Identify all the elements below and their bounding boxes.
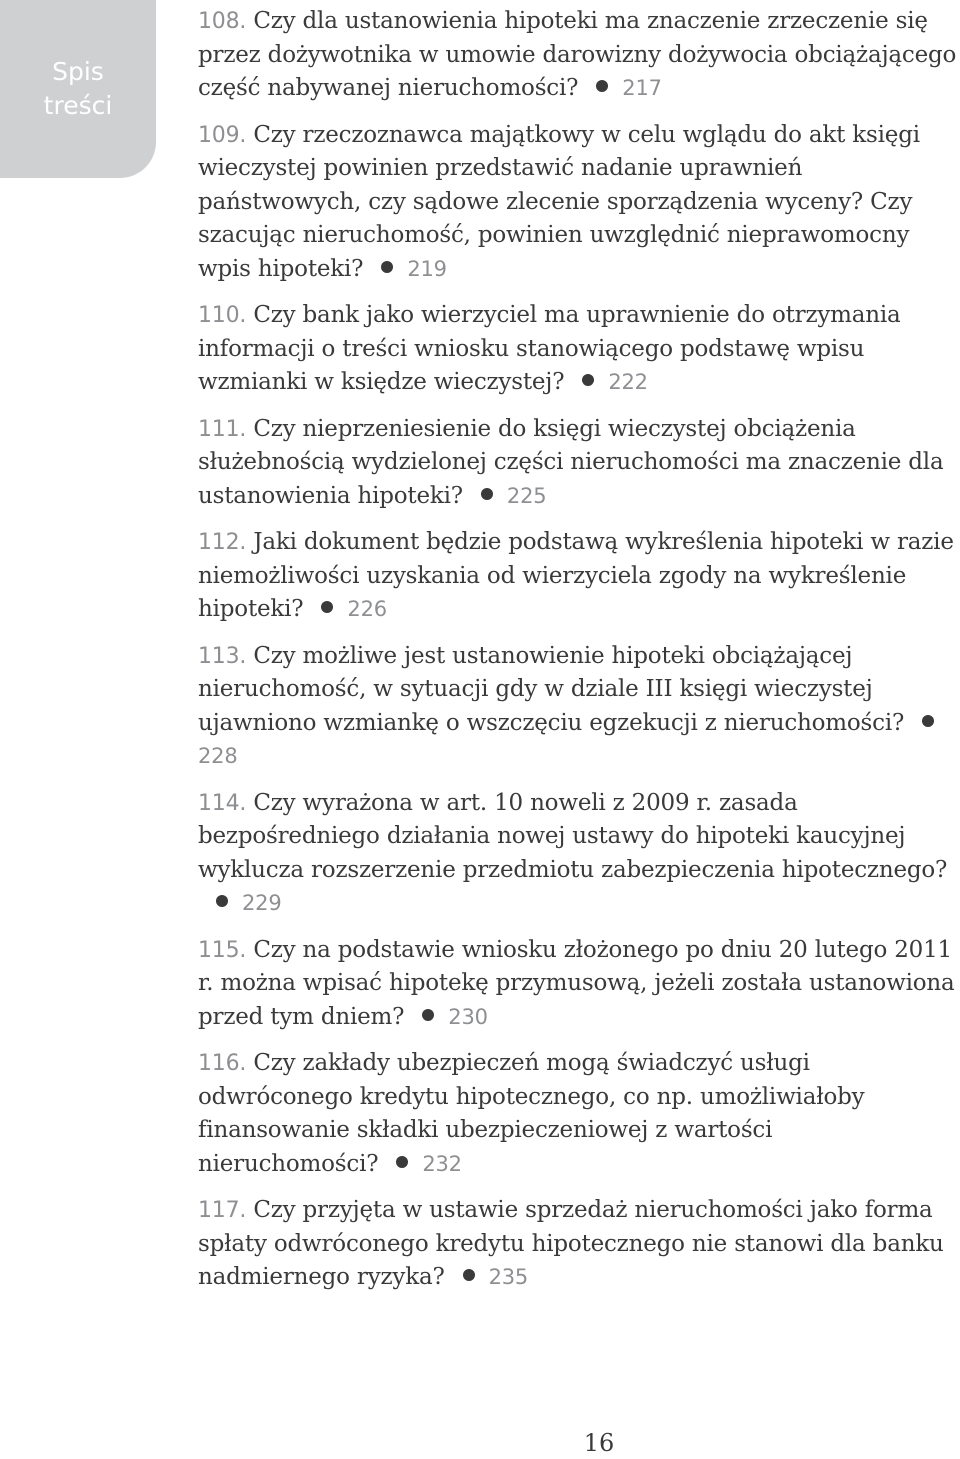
entry-number: 115. (198, 937, 247, 963)
entry-page-link[interactable]: 219 (407, 256, 447, 281)
entry-page-link[interactable]: 235 (488, 1265, 529, 1289)
bullet-dot-icon (922, 715, 934, 727)
page-number: 16 (583, 1429, 615, 1457)
entry-question: Czy możliwe jest ustanowienie hipoteki obciążającej nieruchomość, w sytuacji gdy w dziale III księgi wieczystej ujawniono wzmiankę o wszczęciu egzekucji z nieruchomości? (198, 642, 905, 736)
toc-entry[interactable] (198, 119, 958, 287)
toc-entry[interactable] (198, 5, 958, 106)
entry-question: Jaki dokument będzie podstawą wykreślenia hipoteki w razie niemożliwości uzyskania od wierzyciela zgody na wykreślenie hipoteki? (198, 529, 954, 622)
bullet-dot-icon (596, 80, 608, 92)
toc-entry[interactable] (198, 526, 958, 627)
bullet-dot-icon (381, 261, 393, 273)
bullet-dot-icon (216, 895, 228, 907)
entry-question: Czy zakłady ubezpieczeń mogą świadczyć usługi odwróconego kredytu hipotecznego, co np. umożliwiałoby finansowanie składki ubezpieczeniowej z wartości nieruchomości? (198, 1050, 865, 1177)
bullet-dot-icon (321, 601, 333, 613)
entry-page-link[interactable]: 232 (422, 1151, 462, 1176)
entry-page-link[interactable]: 222 (608, 370, 648, 394)
entry-number: 109. (198, 122, 247, 148)
bullet-dot-icon (481, 488, 493, 500)
bullet-dot-icon (422, 1009, 434, 1021)
entry-question: Czy wyrażona w art. 10 noweli z 2009 r. zasada bezpośredniego działania nowej ustawy do hipoteki kaucyjnej wyklucza rozszerzenie przedmiotu zabezpieczenia hipotecznego? (198, 789, 948, 883)
entry-question: Czy przyjęta w ustawie sprzedaż nieruchomości jako forma spłaty odwróconego kredytu hipotecznego nie stanowi dla banku nadmiernego ryzyka? (198, 1197, 944, 1290)
entry-page-link[interactable]: 229 (242, 891, 282, 915)
entry-question: Czy na podstawie wniosku złożonego po dniu 20 lutego 2011 r. można wpisać hipotekę przymusową, jeżeli została ustanowiona przed tym dniem? (198, 936, 955, 1030)
toc-entry[interactable] (198, 299, 958, 400)
toc-entry-list (198, 5, 958, 1308)
entry-page-link[interactable]: 217 (622, 76, 662, 100)
entry-question: Czy dla ustanowienia hipoteki ma znaczenie zrzeczenie się przez dożywotnika w umowie darowizny dożywocia obciążającego część nabywanej nieruchomości? (198, 8, 957, 101)
entry-question: Czy bank jako wierzyciel ma uprawnienie do otrzymania informacji o treści wniosku stanowiącego podstawę wpisu wzmianki w księdze wieczystej? (198, 302, 901, 395)
entry-number: 108. (198, 9, 247, 34)
entry-number: 112. (198, 530, 247, 555)
toc-tab-label-line2: treści (43, 91, 113, 120)
bullet-dot-icon (463, 1269, 475, 1281)
entry-number: 110. (198, 303, 247, 328)
bullet-dot-icon (582, 374, 594, 386)
toc-entry[interactable] (198, 1047, 958, 1181)
entry-question: Czy rzeczoznawca majątkowy w celu wglądu do akt księgi wieczystej powinien przedstawić nadanie uprawnień państwowych, czy sądowe zlecenie sporządzenia wyceny? Czy szacując nieruchomość, powinien uwzględnić nieprawomocny wpis hipoteki? (198, 121, 920, 282)
entry-number: 111. (198, 416, 247, 442)
entry-page-link[interactable]: 226 (347, 597, 387, 621)
toc-entry[interactable] (198, 1194, 958, 1295)
toc-tab-label-line1: Spis (52, 57, 104, 86)
toc-entry[interactable] (198, 640, 958, 774)
bullet-dot-icon (396, 1156, 408, 1168)
toc-entry[interactable] (198, 413, 958, 514)
table-of-contents-tab[interactable] (0, 0, 156, 178)
entry-number: 117. (198, 1198, 247, 1223)
entry-page-link[interactable]: 230 (448, 1004, 488, 1029)
entry-page-link[interactable]: 225 (506, 483, 547, 508)
toc-entry[interactable] (198, 787, 958, 921)
entry-question: Czy nieprzeniesienie do księgi wieczystej obciążenia służebnością wydzielonej części nieruchomości ma znaczenie dla ustanowienia hipoteki? (198, 415, 944, 509)
toc-entry[interactable] (198, 934, 958, 1035)
entry-page-link[interactable]: 228 (198, 744, 238, 768)
entry-number: 114. (198, 790, 247, 816)
entry-number: 116. (198, 1051, 247, 1076)
entry-number: 113. (198, 643, 247, 669)
